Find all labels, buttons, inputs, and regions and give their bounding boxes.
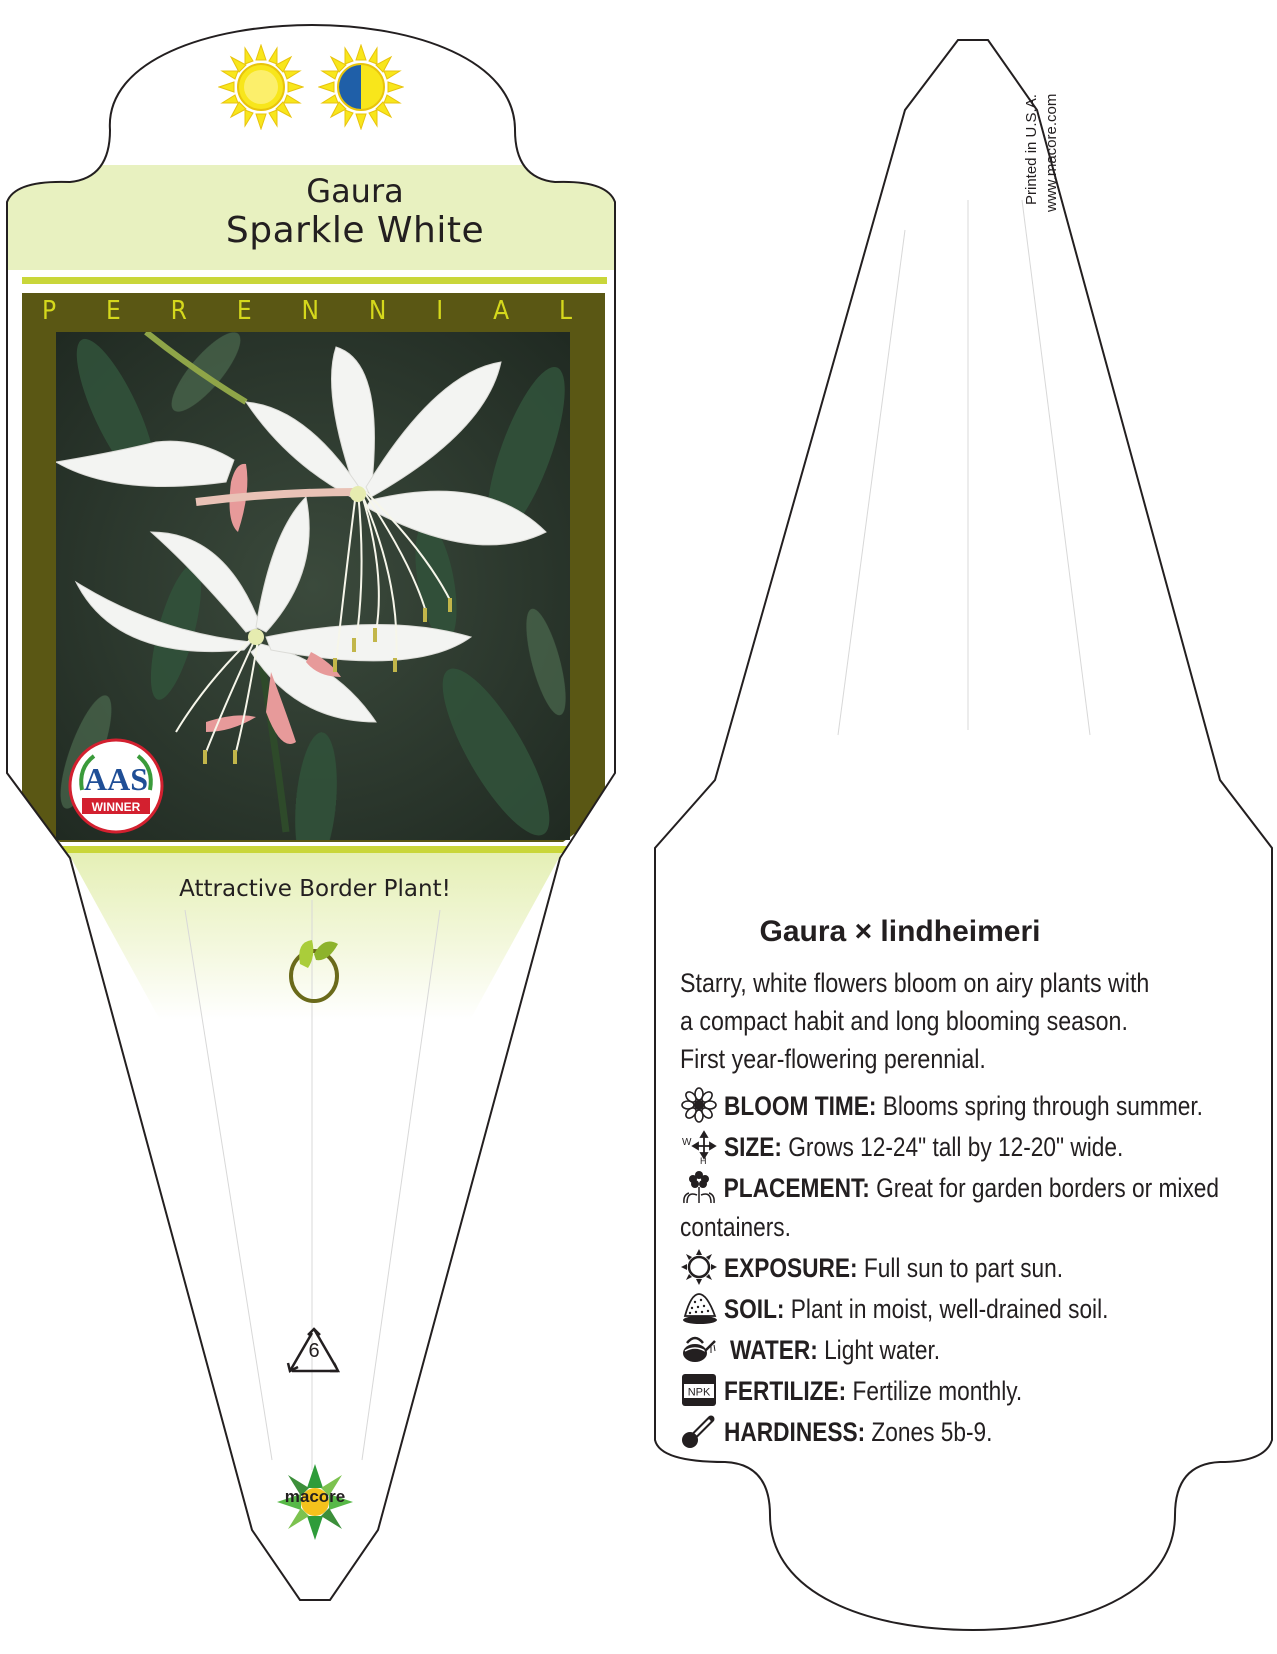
aas-winner-badge bbox=[68, 738, 164, 834]
npk-label: NPK bbox=[687, 1386, 711, 1399]
care-row-bloom-time bbox=[680, 1085, 1270, 1126]
plant-description: Starry, white flowers bloom on airy plants with a compact habit and long blooming season. First year-flowering perennial. bbox=[680, 968, 1150, 1074]
category-letter: N bbox=[368, 296, 387, 326]
care-row-soil bbox=[680, 1288, 1270, 1329]
macore-logo-icon bbox=[272, 1462, 358, 1552]
category-letter: I bbox=[436, 296, 444, 326]
care-row-fertilize bbox=[680, 1370, 1270, 1411]
size-h-letter: H bbox=[700, 1156, 707, 1164]
category-label bbox=[42, 296, 572, 326]
care-label: WATER: bbox=[730, 1335, 818, 1365]
care-text: Zones 5b-9. bbox=[865, 1417, 993, 1447]
recycle-number: 6 bbox=[308, 1340, 320, 1362]
care-text: Grows 12-24" tall by 12-20" wide. bbox=[781, 1132, 1124, 1162]
printed-in-usa bbox=[1020, 50, 1060, 220]
category-letter: E bbox=[236, 296, 252, 326]
care-label: SOIL: bbox=[724, 1294, 785, 1324]
sun-outline-icon bbox=[680, 1249, 718, 1285]
watering-can-icon bbox=[680, 1331, 718, 1367]
care-text: Great for garden borders or mixed containers. bbox=[680, 1173, 1220, 1242]
care-row-water bbox=[680, 1329, 1270, 1370]
category-letter: P bbox=[42, 296, 57, 326]
care-text: Light water. bbox=[817, 1335, 941, 1365]
size-arrows-icon bbox=[680, 1128, 718, 1164]
care-row-size bbox=[680, 1126, 1270, 1167]
name-band-stripe bbox=[22, 277, 607, 284]
care-label: BLOOM TIME: bbox=[724, 1091, 877, 1121]
full-sun-icon bbox=[218, 44, 304, 130]
flower-icon bbox=[680, 1087, 718, 1123]
care-label: HARDINESS: bbox=[724, 1417, 866, 1447]
printed-line-2: www.macore.com bbox=[1043, 93, 1060, 212]
plant-genus: Gaura bbox=[306, 172, 404, 210]
soil-icon bbox=[680, 1290, 718, 1326]
care-row-hardiness bbox=[680, 1411, 1270, 1452]
scientific-name: Gaura × lindheimeri bbox=[759, 915, 1041, 948]
category-letter: L bbox=[558, 296, 572, 326]
care-label: FERTILIZE: bbox=[724, 1376, 847, 1406]
badge-bottom-text: WINNER bbox=[91, 800, 141, 814]
npk-icon bbox=[680, 1372, 718, 1408]
category-letter: E bbox=[106, 296, 121, 326]
thermometer-icon bbox=[680, 1413, 718, 1449]
care-label: SIZE: bbox=[724, 1132, 782, 1162]
care-info-list bbox=[680, 1085, 1270, 1452]
category-letter: N bbox=[301, 296, 319, 326]
care-row-exposure bbox=[680, 1247, 1270, 1288]
part-sun-icon bbox=[318, 44, 404, 130]
brand-wordmark: macore bbox=[284, 1487, 346, 1506]
care-text: Fertilize monthly. bbox=[846, 1376, 1023, 1406]
category-letter: R bbox=[170, 296, 187, 326]
care-label: PLACEMENT: bbox=[723, 1173, 870, 1203]
care-text: Full sun to part sun. bbox=[857, 1253, 1064, 1283]
printed-line-1: Printed in U.S.A. bbox=[1023, 94, 1040, 205]
care-label: EXPOSURE: bbox=[724, 1253, 858, 1283]
size-w-letter: W bbox=[682, 1137, 692, 1148]
care-text: Blooms spring through summer. bbox=[876, 1091, 1203, 1121]
lower-band-stripe bbox=[60, 846, 570, 853]
badge-top-text: AAS bbox=[83, 761, 149, 797]
seedling-icon bbox=[286, 934, 342, 1004]
plant-tagline: Attractive Border Plant! bbox=[179, 876, 451, 902]
care-row-placement bbox=[680, 1167, 1270, 1247]
plant-variety: Sparkle White bbox=[225, 210, 485, 251]
category-letter: A bbox=[493, 296, 510, 326]
care-text: Plant in moist, well-drained soil. bbox=[784, 1294, 1109, 1324]
